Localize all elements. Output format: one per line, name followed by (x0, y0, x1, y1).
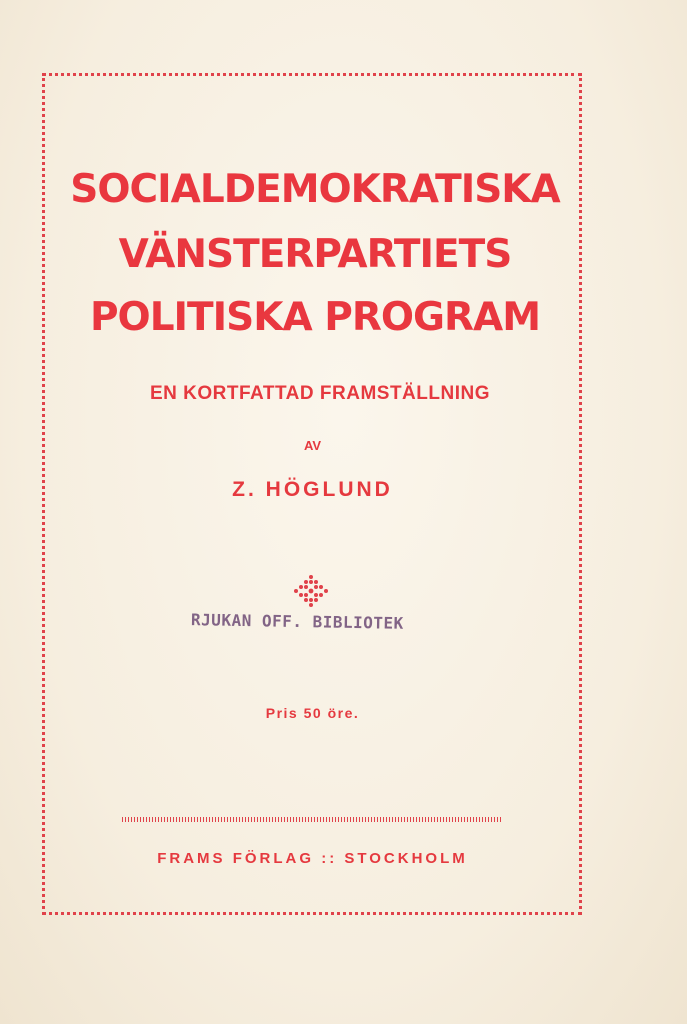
title-line-3: POLITISKA PROGRAM (89, 295, 541, 340)
subtitle: EN KORTFATTAD FRAMSTÄLLNING (150, 383, 490, 404)
author: Z. HÖGLUND (232, 478, 393, 501)
title-line-1: SOCIALDEMOKRATISKA (70, 167, 560, 212)
library-stamp: RJUKAN OFF. BIBLIOTEK (190, 610, 404, 633)
divider-rule (122, 817, 501, 822)
publisher: FRAMS FÖRLAG :: STOCKHOLM (157, 850, 468, 867)
price: Pris 50 öre. (265, 705, 360, 721)
by-line: AV (303, 438, 322, 453)
title-line-2: VÄNSTERPARTIETS (118, 232, 512, 277)
diamond-ornament-icon (294, 574, 328, 608)
